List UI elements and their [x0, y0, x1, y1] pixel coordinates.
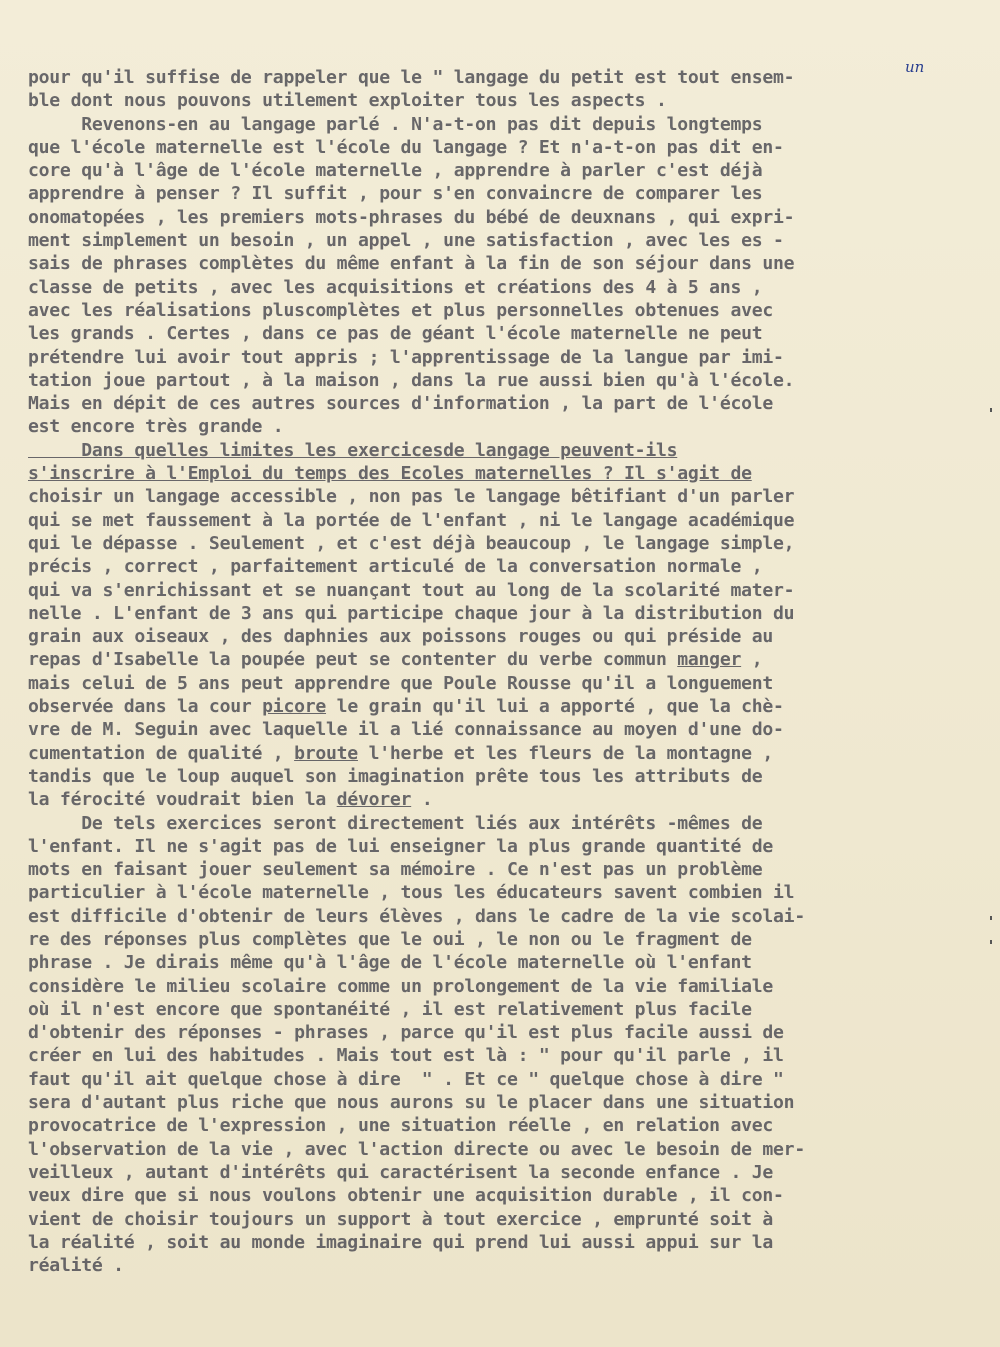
text-line: réalité .	[28, 1255, 124, 1277]
underlined-word: broute	[294, 742, 358, 764]
text-line: s'inscrire à l'Emploi du temps des Ecoles maternelles ? Il s'agit de	[28, 463, 752, 485]
text-line: observée dans la cour picore le grain qu'il lui a apporté , que la chè-	[28, 696, 784, 718]
text-line: ment simplement un besoin , un appel , une satisfaction , avec les es -	[28, 230, 784, 252]
margin-mark	[990, 940, 992, 944]
text-line: re des réponses plus complètes que le oui , le non ou le fragment de	[28, 928, 752, 950]
text-line: sais de phrases complètes du même enfant à la fin de son séjour dans une	[28, 253, 795, 275]
text-line: tation joue partout , à la maison , dans la rue aussi bien qu'à l'école.	[28, 369, 795, 391]
text-line: vient de choisir toujours un support à tout exercice , emprunté soit à	[28, 1208, 774, 1230]
text-line: créer en lui des habitudes . Mais tout est là : " pour qu'il parle , il	[28, 1045, 784, 1067]
text-line: est difficile d'obtenir de leurs élèves , dans le cadre de la vie scolai-	[28, 905, 805, 927]
text-line: vre de M. Seguin avec laquelle il a lié connaissance au moyen d'une do-	[28, 719, 784, 741]
text-line: Revenons-en au langage parlé . N'a-t-on pas dit depuis longtemps	[28, 113, 763, 135]
text-line: provocatrice de l'expression , une situation réelle , en relation avec	[28, 1115, 774, 1137]
text-line: veux dire que si nous voulons obtenir une acquisition durable , il con-	[28, 1185, 784, 1207]
underlined-word: manger	[677, 649, 742, 671]
text-line: d'obtenir des réponses - phrases , parce qu'il est plus facile aussi de	[28, 1022, 784, 1044]
text-line: la férocité voudrait bien la dévorer .	[28, 789, 433, 811]
text-line: Dans quelles limites les exercicesde langage peuvent-ils	[28, 439, 678, 461]
text-line: que l'école maternelle est l'école du langage ? Et n'a-t-on pas dit en-	[28, 136, 784, 158]
text-line: veilleux , autant d'intérêts qui caractérisent la seconde enfance . Je	[28, 1161, 774, 1183]
text-line: nelle . L'enfant de 3 ans qui participe chaque jour à la distribution du	[28, 602, 795, 624]
margin-mark	[990, 916, 992, 920]
text-line: core qu'à l'âge de l'école maternelle , apprendre à parler c'est déjà	[28, 160, 763, 182]
text-line: qui va s'enrichissant et se nuançant tout au long de la scolarité mater-	[28, 579, 795, 601]
text-line: la réalité , soit au monde imaginaire qui prend lui aussi appui sur la	[28, 1231, 774, 1253]
text-line: avec les réalisations pluscomplètes et plus personnelles obtenues avec	[28, 299, 774, 321]
text-line: onomatopées , les premiers mots-phrases du bébé de deuxnans , qui expri-	[28, 206, 795, 228]
margin-mark	[990, 408, 992, 412]
text-line: repas d'Isabelle la poupée peut se contenter du verbe commun manger ,	[28, 649, 763, 671]
text-line: grain aux oiseaux , des daphnies aux poissons rouges ou qui préside au	[28, 626, 774, 648]
text-line: mots en faisant jouer seulement sa mémoire . Ce n'est pas un problème	[28, 859, 763, 881]
underlined-word: picore	[262, 696, 327, 718]
text-line: précis , correct , parfaitement articulé de la conversation normale ,	[28, 556, 763, 578]
text-line: phrase . Je dirais même qu'à l'âge de l'école maternelle où l'enfant	[28, 952, 752, 974]
text-line: l'enfant. Il ne s'agit pas de lui enseigner la plus grande quantité de	[28, 835, 774, 857]
text-line: classe de petits , avec les acquisitions et créations des 4 à 5 ans ,	[28, 276, 763, 298]
typed-text-body	[28, 66, 992, 1277]
text-line: Mais en dépit de ces autres sources d'information , la part de l'école	[28, 393, 774, 415]
text-line: les grands . Certes , dans ce pas de géant l'école maternelle ne peut	[28, 323, 763, 345]
text-line: considère le milieu scolaire comme un prolongement de la vie familiale	[28, 975, 774, 997]
text-line: sera d'autant plus riche que nous aurons su le placer dans une situation	[28, 1092, 795, 1114]
text-line: qui le dépasse . Seulement , et c'est déjà beaucoup , le langage simple,	[28, 532, 795, 554]
text-line: prétendre lui avoir tout appris ; l'apprentissage de la langue par imi-	[28, 346, 784, 368]
text-line: cumentation de qualité , broute l'herbe et les fleurs de la montagne ,	[28, 742, 774, 764]
text-line: De tels exercices seront directement liés aux intérêts -mêmes de	[28, 812, 763, 834]
text-line: qui se met faussement à la portée de l'enfant , ni le langage académique	[28, 509, 795, 531]
text-line: tandis que le loup auquel son imagination prête tous les attributs de	[28, 765, 763, 787]
text-line: l'observation de la vie , avec l'action directe ou avec le besoin de mer-	[28, 1138, 805, 1160]
text-line: mais celui de 5 ans peut apprendre que Poule Rousse qu'il a longuement	[28, 672, 774, 694]
handwritten-note: un	[905, 58, 925, 76]
underlined-word: dévorer	[336, 789, 412, 811]
text-line: faut qu'il ait quelque chose à dire " . Et ce " quelque chose à dire "	[28, 1068, 784, 1090]
text-line: particulier à l'école maternelle , tous les éducateurs savent combien il	[28, 882, 795, 904]
text-line: ble dont nous pouvons utilement exploiter tous les aspects .	[28, 90, 667, 112]
text-line: où il n'est encore que spontanéité , il est relativement plus facile	[28, 998, 752, 1020]
text-line: pour qu'il suffise de rappeler que le " langage du petit est tout ensem-	[28, 67, 795, 88]
text-line: choisir un langage accessible , non pas le langage bêtifiant d'un parler	[28, 486, 795, 508]
text-line: est encore très grande .	[28, 416, 284, 438]
text-line: apprendre à penser ? Il suffit , pour s'en convaincre de comparer les	[28, 183, 763, 205]
